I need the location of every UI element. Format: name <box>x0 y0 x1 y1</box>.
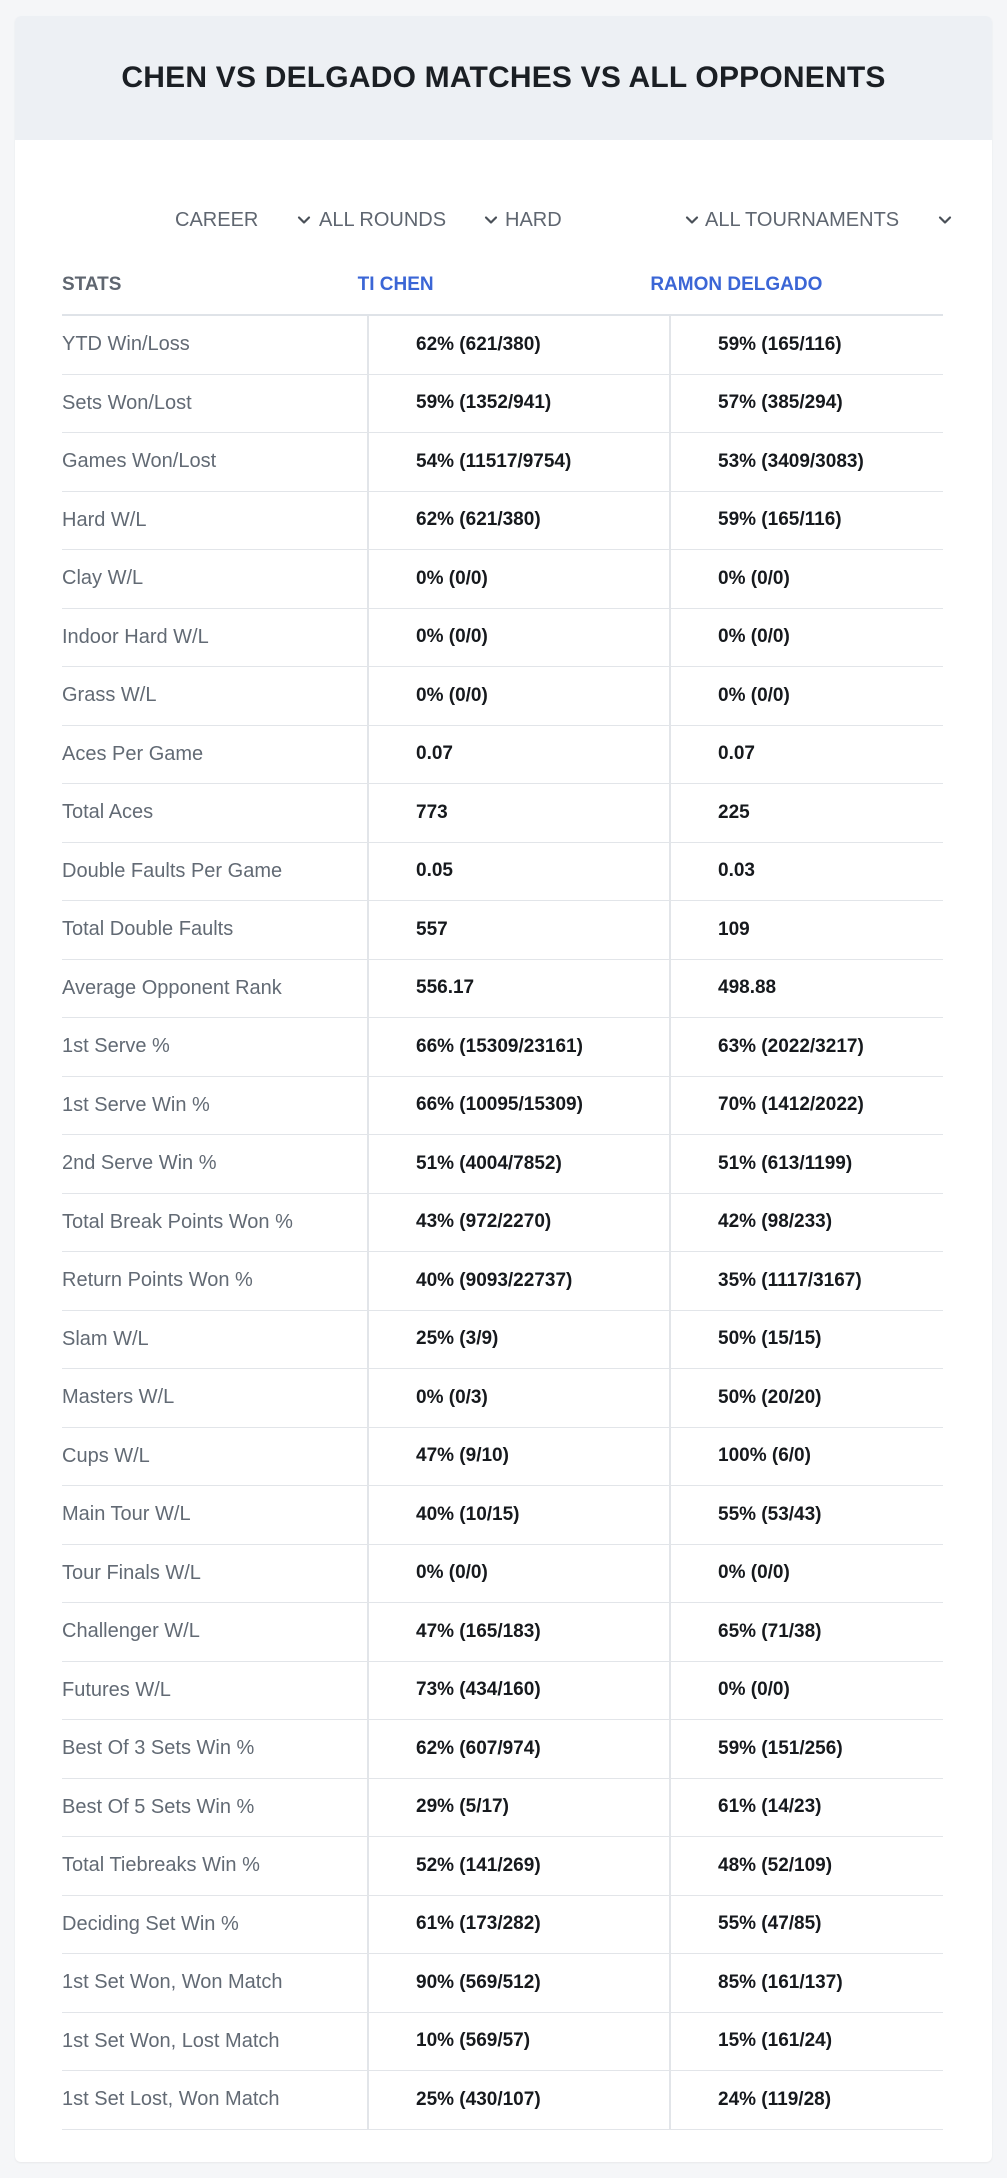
player1-stat-value: 773 <box>367 784 669 842</box>
player1-stat-value: 62% (621/380) <box>367 492 669 550</box>
player1-stat-value: 90% (569/512) <box>367 1954 669 2012</box>
table-row <box>62 1720 943 1779</box>
tournaments-filter-value: ALL TOURNAMENTS <box>705 208 900 231</box>
player2-stat-value: 0% (0/0) <box>669 667 943 725</box>
stat-label: Double Faults Per Game <box>62 859 283 882</box>
player1-stat-value: 25% (3/9) <box>367 1311 669 1369</box>
table-row <box>62 550 943 609</box>
table-row <box>62 784 943 843</box>
stat-label: Deciding Set Win % <box>62 1912 239 1935</box>
table-row <box>62 609 943 668</box>
player1-stat-value: 47% (165/183) <box>367 1603 669 1661</box>
player2-stat-value: 35% (1117/3167) <box>669 1252 943 1310</box>
table-row <box>62 1369 943 1428</box>
player1-stat-value: 557 <box>367 901 669 959</box>
player2-stat-value: 48% (52/109) <box>669 1837 943 1895</box>
table-row <box>62 1077 943 1136</box>
table-row <box>62 316 943 375</box>
stat-label: 1st Set Won, Won Match <box>62 1971 283 1994</box>
stat-label: Total Aces <box>62 801 154 824</box>
player2-stat-value: 70% (1412/2022) <box>669 1077 943 1135</box>
stat-label: Average Opponent Rank <box>62 976 282 999</box>
table-row <box>62 1135 943 1194</box>
stat-label: Grass W/L <box>62 684 157 707</box>
player1-stat-value: 61% (173/282) <box>367 1896 669 1954</box>
chevron-down-icon <box>481 210 501 230</box>
player1-stat-value: 40% (10/15) <box>367 1486 669 1544</box>
table-row <box>62 1954 943 2013</box>
career-filter-value: CAREER <box>175 208 259 231</box>
stat-label: 1st Serve Win % <box>62 1093 210 1116</box>
player2-stat-value: 0% (0/0) <box>669 1662 943 1720</box>
card-header <box>15 16 992 140</box>
table-row <box>62 1018 943 1077</box>
player2-stat-value: 50% (15/15) <box>669 1311 943 1369</box>
table-row <box>62 726 943 785</box>
tournaments-filter-select[interactable] <box>705 192 955 248</box>
stat-label: Best Of 3 Sets Win % <box>62 1737 255 1760</box>
stat-label: 2nd Serve Win % <box>62 1152 217 1175</box>
table-body <box>62 316 943 2130</box>
player2-stat-value: 59% (165/116) <box>669 316 943 374</box>
player2-stat-value: 0.03 <box>669 843 943 901</box>
stat-label: Total Double Faults <box>62 918 234 941</box>
rounds-filter-select[interactable] <box>319 192 501 248</box>
table-row <box>62 1194 943 1253</box>
player2-stat-value: 15% (161/24) <box>669 2013 943 2071</box>
player2-stat-value: 109 <box>669 901 943 959</box>
player2-stat-value: 50% (20/20) <box>669 1369 943 1427</box>
stat-label: Games Won/Lost <box>62 450 217 473</box>
stats-table <box>62 256 943 2130</box>
stat-label: Return Points Won % <box>62 1269 253 1292</box>
table-row <box>62 1603 943 1662</box>
player2-column-header[interactable]: RAMON DELGADO <box>650 274 823 295</box>
player1-stat-value: 0% (0/0) <box>367 550 669 608</box>
stat-label: YTD Win/Loss <box>62 333 190 356</box>
table-row <box>62 1896 943 1955</box>
surface-filter-value: HARD <box>505 208 562 231</box>
table-row <box>62 1311 943 1370</box>
table-row <box>62 1252 943 1311</box>
stat-label: Aces Per Game <box>62 742 204 765</box>
stat-label: Tour Finals W/L <box>62 1561 201 1584</box>
stat-label: Total Tiebreaks Win % <box>62 1854 260 1877</box>
player1-stat-value: 62% (607/974) <box>367 1720 669 1778</box>
player1-stat-value: 0.05 <box>367 843 669 901</box>
stat-label: Slam W/L <box>62 1327 149 1350</box>
stat-label: Futures W/L <box>62 1678 171 1701</box>
player1-stat-value: 66% (15309/23161) <box>367 1018 669 1076</box>
player1-stat-value: 29% (5/17) <box>367 1779 669 1837</box>
table-row <box>62 2071 943 2130</box>
table-row <box>62 2013 943 2072</box>
player1-stat-value: 47% (9/10) <box>367 1428 669 1486</box>
player2-stat-value: 59% (165/116) <box>669 492 943 550</box>
player1-stat-value: 43% (972/2270) <box>367 1194 669 1252</box>
player1-stat-value: 62% (621/380) <box>367 316 669 374</box>
chevron-down-icon <box>935 210 955 230</box>
table-row <box>62 1486 943 1545</box>
player1-stat-value: 0% (0/0) <box>367 1545 669 1603</box>
table-row <box>62 960 943 1019</box>
player2-stat-value: 0% (0/0) <box>669 609 943 667</box>
stat-label: Sets Won/Lost <box>62 391 192 414</box>
stat-label: Indoor Hard W/L <box>62 625 209 648</box>
player1-stat-value: 73% (434/160) <box>367 1662 669 1720</box>
player2-stat-value: 0% (0/0) <box>669 550 943 608</box>
player1-stat-value: 10% (569/57) <box>367 2013 669 2071</box>
chevron-down-icon <box>294 210 314 230</box>
table-row <box>62 901 943 960</box>
player1-stat-value: 66% (10095/15309) <box>367 1077 669 1135</box>
filter-bar <box>15 192 992 248</box>
player1-stat-value: 52% (141/269) <box>367 1837 669 1895</box>
player2-stat-value: 24% (119/28) <box>669 2071 943 2129</box>
table-row <box>62 667 943 726</box>
player2-stat-value: 63% (2022/3217) <box>669 1018 943 1076</box>
stat-label: Challenger W/L <box>62 1620 200 1643</box>
table-row <box>62 433 943 492</box>
player2-stat-value: 59% (151/256) <box>669 1720 943 1778</box>
player1-stat-value: 0% (0/3) <box>367 1369 669 1427</box>
player1-stat-value: 556.17 <box>367 960 669 1018</box>
stat-label: Best Of 5 Sets Win % <box>62 1795 255 1818</box>
rounds-filter-value: ALL ROUNDS <box>319 208 447 231</box>
table-row <box>62 1837 943 1896</box>
stat-label: Cups W/L <box>62 1444 150 1467</box>
stat-label: 1st Set Won, Lost Match <box>62 2029 280 2052</box>
table-header-row <box>62 256 943 316</box>
stat-label: Masters W/L <box>62 1386 175 1409</box>
player2-stat-value: 57% (385/294) <box>669 375 943 433</box>
player2-stat-value: 53% (3409/3083) <box>669 433 943 491</box>
stat-label: Main Tour W/L <box>62 1503 191 1526</box>
stat-label: 1st Set Lost, Won Match <box>62 2088 280 2111</box>
surface-filter-select[interactable] <box>505 192 702 248</box>
player2-stat-value: 55% (47/85) <box>669 1896 943 1954</box>
table-row <box>62 1545 943 1604</box>
player2-stat-value: 42% (98/233) <box>669 1194 943 1252</box>
career-filter-select[interactable] <box>175 192 314 248</box>
player1-stat-value: 59% (1352/941) <box>367 375 669 433</box>
player1-stat-value: 0% (0/0) <box>367 667 669 725</box>
stat-label: Total Break Points Won % <box>62 1210 293 1233</box>
table-row <box>62 492 943 551</box>
player1-stat-value: 0% (0/0) <box>367 609 669 667</box>
player2-stat-value: 0% (0/0) <box>669 1545 943 1603</box>
stats-card <box>15 16 992 2162</box>
player2-stat-value: 225 <box>669 784 943 842</box>
player1-stat-value: 0.07 <box>367 726 669 784</box>
table-row <box>62 1779 943 1838</box>
stats-column-header: STATS <box>62 274 122 295</box>
stat-label: Hard W/L <box>62 508 147 531</box>
player2-stat-value: 51% (613/1199) <box>669 1135 943 1193</box>
table-row <box>62 1428 943 1487</box>
player1-stat-value: 51% (4004/7852) <box>367 1135 669 1193</box>
stat-label: 1st Serve % <box>62 1035 170 1058</box>
page-title: CHEN VS DELGADO MATCHES VS ALL OPPONENTS <box>121 61 886 94</box>
player2-stat-value: 61% (14/23) <box>669 1779 943 1837</box>
table-row <box>62 843 943 902</box>
stat-label: Clay W/L <box>62 567 144 590</box>
player2-stat-value: 65% (71/38) <box>669 1603 943 1661</box>
player2-stat-value: 55% (53/43) <box>669 1486 943 1544</box>
player2-stat-value: 100% (6/0) <box>669 1428 943 1486</box>
player2-stat-value: 0.07 <box>669 726 943 784</box>
table-row <box>62 375 943 434</box>
table-row <box>62 1662 943 1721</box>
player1-stat-value: 40% (9093/22737) <box>367 1252 669 1310</box>
player1-stat-value: 54% (11517/9754) <box>367 433 669 491</box>
chevron-down-icon <box>682 210 702 230</box>
player1-stat-value: 25% (430/107) <box>367 2071 669 2129</box>
player2-stat-value: 85% (161/137) <box>669 1954 943 2012</box>
player1-column-header[interactable]: TI CHEN <box>357 274 434 295</box>
player2-stat-value: 498.88 <box>669 960 943 1018</box>
